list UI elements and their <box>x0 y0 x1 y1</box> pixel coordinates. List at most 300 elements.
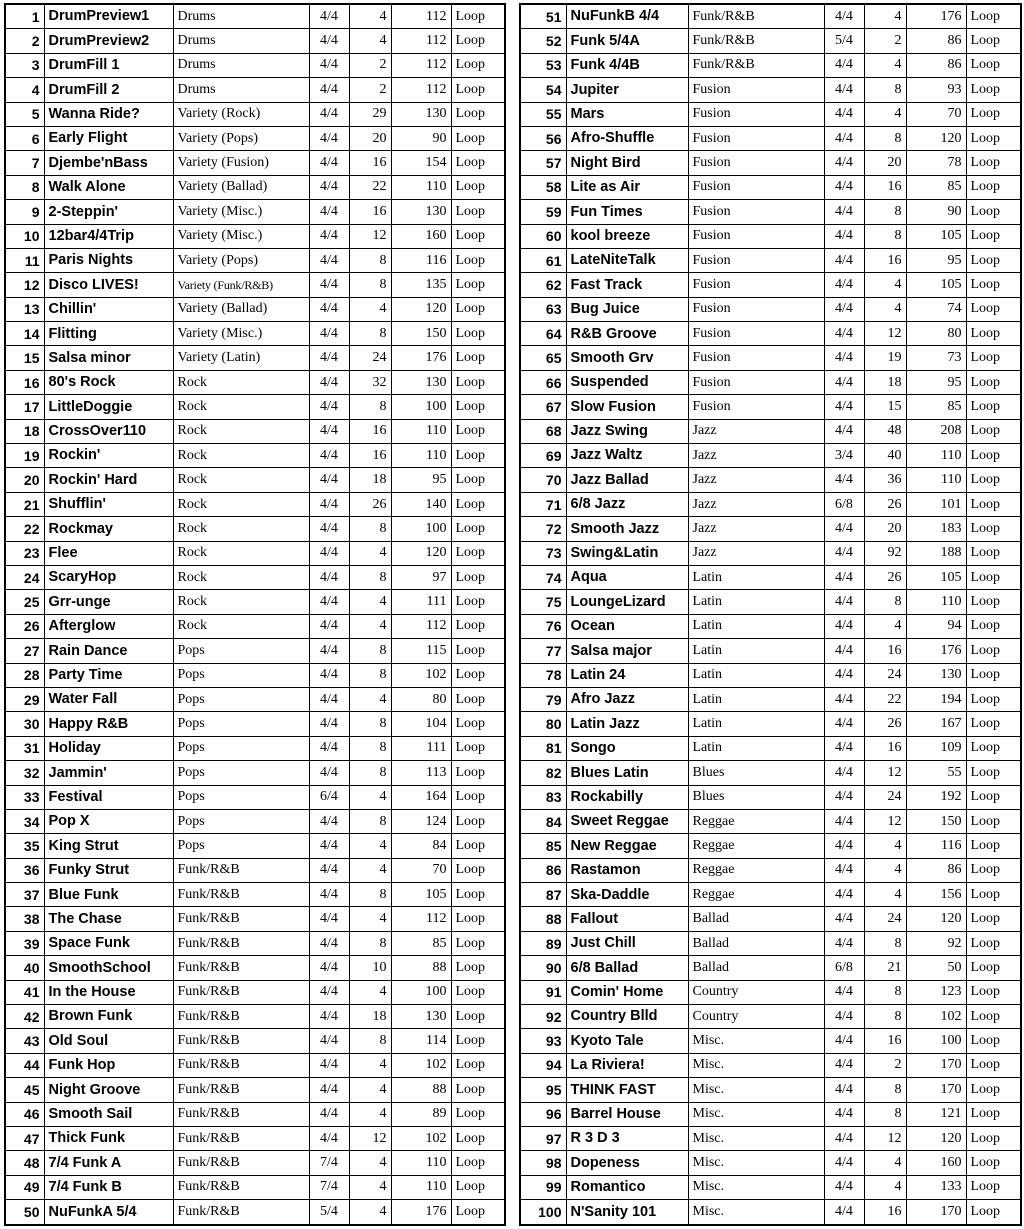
pattern-number: 54 <box>520 78 566 102</box>
time-signature: 4/4 <box>824 1151 864 1175</box>
measure-count: 4 <box>349 541 391 565</box>
playback-type: Loop <box>966 663 1021 687</box>
pattern-category: Variety (Ballad) <box>173 175 309 199</box>
playback-type: Loop <box>451 395 505 419</box>
pattern-category: Blues <box>688 761 824 785</box>
table-row <box>520 468 1021 492</box>
playback-type: Loop <box>451 224 505 248</box>
time-signature: 4/4 <box>309 858 349 882</box>
measure-count: 19 <box>864 346 906 370</box>
pattern-category: Variety (Rock) <box>173 102 309 126</box>
pattern-name: Paris Nights <box>44 248 173 272</box>
table-row <box>520 1102 1021 1126</box>
pattern-category: Fusion <box>688 151 824 175</box>
pattern-name: Rain Dance <box>44 639 173 663</box>
pattern-category: Misc. <box>688 1029 824 1053</box>
measure-count: 24 <box>349 346 391 370</box>
pattern-category: Pops <box>173 687 309 711</box>
time-signature: 4/4 <box>824 53 864 77</box>
table-row <box>520 834 1021 858</box>
playback-type: Loop <box>451 346 505 370</box>
measure-count: 12 <box>349 1126 391 1150</box>
time-signature: 4/4 <box>824 1029 864 1053</box>
playback-type: Loop <box>966 1126 1021 1150</box>
time-signature: 4/4 <box>309 224 349 248</box>
time-signature: 4/4 <box>824 614 864 638</box>
pattern-category: Variety (Ballad) <box>173 297 309 321</box>
playback-type: Loop <box>451 492 505 516</box>
pattern-category: Fusion <box>688 224 824 248</box>
measure-count: 8 <box>349 761 391 785</box>
tempo-value: 130 <box>391 200 451 224</box>
pattern-category: Rock <box>173 492 309 516</box>
table-row <box>520 492 1021 516</box>
playback-type: Loop <box>451 175 505 199</box>
time-signature: 4/4 <box>309 29 349 53</box>
playback-type: Loop <box>451 468 505 492</box>
table-row <box>5 126 505 150</box>
pattern-number: 25 <box>5 590 44 614</box>
playback-type: Loop <box>451 736 505 760</box>
playback-type: Loop <box>451 590 505 614</box>
playback-type: Loop <box>451 78 505 102</box>
playback-type: Loop <box>966 248 1021 272</box>
table-row <box>5 1053 505 1077</box>
pattern-name: Sweet Reggae <box>566 809 688 833</box>
pattern-name: Ocean <box>566 614 688 638</box>
tempo-value: 102 <box>391 1126 451 1150</box>
tempo-value: 86 <box>906 53 966 77</box>
pattern-number: 59 <box>520 200 566 224</box>
pattern-number: 5 <box>5 102 44 126</box>
pattern-number: 91 <box>520 980 566 1004</box>
pattern-name: Dopeness <box>566 1151 688 1175</box>
measure-count: 8 <box>864 224 906 248</box>
time-signature: 4/4 <box>309 200 349 224</box>
pattern-number: 62 <box>520 273 566 297</box>
playback-type: Loop <box>966 541 1021 565</box>
pattern-number: 23 <box>5 541 44 565</box>
pattern-number: 32 <box>5 761 44 785</box>
table-row <box>5 761 505 785</box>
pattern-category: Jazz <box>688 541 824 565</box>
playback-type: Loop <box>451 907 505 931</box>
pattern-category: Ballad <box>688 907 824 931</box>
pattern-table-right <box>519 3 1022 1226</box>
pattern-name: R 3 D 3 <box>566 1126 688 1150</box>
pattern-name: Afterglow <box>44 614 173 638</box>
pattern-number: 50 <box>5 1200 44 1225</box>
playback-type: Loop <box>451 248 505 272</box>
pattern-category: Rock <box>173 614 309 638</box>
tempo-value: 150 <box>906 809 966 833</box>
table-row <box>5 834 505 858</box>
pattern-name: Comin' Home <box>566 980 688 1004</box>
pattern-name: ScaryHop <box>44 565 173 589</box>
pattern-category: Pops <box>173 761 309 785</box>
playback-type: Loop <box>966 1005 1021 1029</box>
table-row <box>5 565 505 589</box>
tempo-value: 90 <box>391 126 451 150</box>
tempo-value: 116 <box>906 834 966 858</box>
table-row <box>5 1151 505 1175</box>
playback-type: Loop <box>966 614 1021 638</box>
pattern-number: 64 <box>520 322 566 346</box>
pattern-category: Pops <box>173 834 309 858</box>
table-row <box>5 1102 505 1126</box>
measure-count: 12 <box>349 224 391 248</box>
tempo-value: 90 <box>906 200 966 224</box>
pattern-name: Djembe'nBass <box>44 151 173 175</box>
time-signature: 4/4 <box>824 370 864 394</box>
time-signature: 4/4 <box>309 1053 349 1077</box>
tempo-value: 183 <box>906 517 966 541</box>
pattern-name: Blues Latin <box>566 761 688 785</box>
playback-type: Loop <box>966 444 1021 468</box>
time-signature: 4/4 <box>824 346 864 370</box>
time-signature: 4/4 <box>309 419 349 443</box>
time-signature: 4/4 <box>309 175 349 199</box>
pattern-category: Funk/R&B <box>173 1102 309 1126</box>
pattern-number: 40 <box>5 956 44 980</box>
pattern-number: 44 <box>5 1053 44 1077</box>
pattern-number: 45 <box>5 1078 44 1102</box>
time-signature: 5/4 <box>824 29 864 53</box>
pattern-category: Latin <box>688 687 824 711</box>
table-row <box>520 956 1021 980</box>
time-signature: 4/4 <box>824 761 864 785</box>
pattern-category: Jazz <box>688 517 824 541</box>
pattern-category: Drums <box>173 4 309 29</box>
pattern-category: Jazz <box>688 492 824 516</box>
table-row <box>5 273 505 297</box>
pattern-name: 80's Rock <box>44 370 173 394</box>
table-row <box>520 151 1021 175</box>
playback-type: Loop <box>966 200 1021 224</box>
time-signature: 4/4 <box>309 4 349 29</box>
time-signature: 4/4 <box>824 785 864 809</box>
pattern-number: 67 <box>520 395 566 419</box>
tempo-value: 102 <box>391 1053 451 1077</box>
measure-count: 4 <box>349 687 391 711</box>
measure-count: 8 <box>349 248 391 272</box>
pattern-category: Fusion <box>688 346 824 370</box>
time-signature: 4/4 <box>309 907 349 931</box>
tempo-value: 95 <box>906 370 966 394</box>
pattern-name: Jammin' <box>44 761 173 785</box>
pattern-number: 60 <box>520 224 566 248</box>
pattern-name: Thick Funk <box>44 1126 173 1150</box>
pattern-number: 34 <box>5 809 44 833</box>
pattern-number: 78 <box>520 663 566 687</box>
pattern-name: La Riviera! <box>566 1053 688 1077</box>
pattern-name: DrumFill 2 <box>44 78 173 102</box>
pattern-number: 10 <box>5 224 44 248</box>
pattern-number: 75 <box>520 590 566 614</box>
pattern-category: Funk/R&B <box>173 1126 309 1150</box>
time-signature: 4/4 <box>824 224 864 248</box>
table-row <box>5 541 505 565</box>
measure-count: 4 <box>349 297 391 321</box>
tempo-value: 50 <box>906 956 966 980</box>
table-row <box>520 639 1021 663</box>
table-row <box>520 785 1021 809</box>
pattern-name: Rockin' <box>44 444 173 468</box>
tempo-value: 74 <box>906 297 966 321</box>
time-signature: 4/4 <box>824 980 864 1004</box>
measure-count: 8 <box>349 322 391 346</box>
table-row <box>520 1029 1021 1053</box>
tempo-value: 78 <box>906 151 966 175</box>
playback-type: Loop <box>451 273 505 297</box>
pattern-category: Latin <box>688 639 824 663</box>
playback-type: Loop <box>451 1175 505 1199</box>
playback-type: Loop <box>966 1175 1021 1199</box>
time-signature: 4/4 <box>824 4 864 29</box>
table-row <box>5 712 505 736</box>
pattern-number: 49 <box>5 1175 44 1199</box>
measure-count: 16 <box>349 151 391 175</box>
time-signature: 4/4 <box>309 712 349 736</box>
measure-count: 4 <box>349 1175 391 1199</box>
measure-count: 4 <box>864 883 906 907</box>
pattern-category: Funk/R&B <box>173 883 309 907</box>
table-row <box>5 1029 505 1053</box>
pattern-number: 15 <box>5 346 44 370</box>
pattern-name: Romantico <box>566 1175 688 1199</box>
table-row <box>520 565 1021 589</box>
pattern-category: Reggae <box>688 883 824 907</box>
playback-type: Loop <box>966 712 1021 736</box>
tempo-value: 116 <box>391 248 451 272</box>
time-signature: 4/4 <box>309 1029 349 1053</box>
tempo-value: 130 <box>391 102 451 126</box>
pattern-name: Jazz Waltz <box>566 444 688 468</box>
measure-count: 4 <box>864 1151 906 1175</box>
time-signature: 4/4 <box>824 834 864 858</box>
pattern-category: Funk/R&B <box>173 907 309 931</box>
pattern-category: Fusion <box>688 297 824 321</box>
pattern-category: Pops <box>173 663 309 687</box>
pattern-name: THINK FAST <box>566 1078 688 1102</box>
measure-count: 48 <box>864 419 906 443</box>
playback-type: Loop <box>451 858 505 882</box>
time-signature: 4/4 <box>309 931 349 955</box>
playback-type: Loop <box>451 809 505 833</box>
pattern-category: Funk/R&B <box>173 1078 309 1102</box>
pattern-number: 36 <box>5 858 44 882</box>
measure-count: 4 <box>349 858 391 882</box>
tempo-value: 110 <box>906 590 966 614</box>
pattern-category: Fusion <box>688 395 824 419</box>
measure-count: 4 <box>349 4 391 29</box>
playback-type: Loop <box>451 834 505 858</box>
tempo-value: 112 <box>391 78 451 102</box>
pattern-number: 22 <box>5 517 44 541</box>
table-row <box>5 468 505 492</box>
table-row <box>520 224 1021 248</box>
measure-count: 4 <box>864 858 906 882</box>
tempo-value: 176 <box>906 639 966 663</box>
time-signature: 4/4 <box>309 248 349 272</box>
pattern-category: Funk/R&B <box>173 1200 309 1225</box>
pattern-number: 11 <box>5 248 44 272</box>
measure-count: 8 <box>349 395 391 419</box>
pattern-number: 18 <box>5 419 44 443</box>
pattern-name: Fallout <box>566 907 688 931</box>
pattern-name: Flitting <box>44 322 173 346</box>
measure-count: 4 <box>864 102 906 126</box>
table-row <box>520 663 1021 687</box>
table-row <box>520 980 1021 1004</box>
tempo-value: 176 <box>391 346 451 370</box>
pattern-category: Pops <box>173 639 309 663</box>
time-signature: 4/4 <box>824 468 864 492</box>
playback-type: Loop <box>451 151 505 175</box>
pattern-name: Blue Funk <box>44 883 173 907</box>
tempo-value: 170 <box>906 1200 966 1225</box>
pattern-category: Variety (Funk/R&B) <box>173 273 309 297</box>
tempo-value: 120 <box>906 1126 966 1150</box>
pattern-category: Fusion <box>688 248 824 272</box>
pattern-category: Funk/R&B <box>173 1175 309 1199</box>
pattern-name: Pop X <box>44 809 173 833</box>
time-signature: 4/4 <box>824 395 864 419</box>
playback-type: Loop <box>966 785 1021 809</box>
pattern-number: 87 <box>520 883 566 907</box>
pattern-number: 51 <box>520 4 566 29</box>
pattern-number: 14 <box>5 322 44 346</box>
pattern-category: Variety (Pops) <box>173 248 309 272</box>
measure-count: 4 <box>349 29 391 53</box>
pattern-number: 42 <box>5 1005 44 1029</box>
tempo-value: 194 <box>906 687 966 711</box>
playback-type: Loop <box>451 1126 505 1150</box>
pattern-name: Kyoto Tale <box>566 1029 688 1053</box>
measure-count: 8 <box>349 736 391 760</box>
measure-count: 16 <box>864 248 906 272</box>
playback-type: Loop <box>966 29 1021 53</box>
time-signature: 4/4 <box>309 980 349 1004</box>
table-row <box>5 785 505 809</box>
playback-type: Loop <box>451 102 505 126</box>
playback-type: Loop <box>966 1078 1021 1102</box>
measure-count: 16 <box>349 419 391 443</box>
tempo-value: 73 <box>906 346 966 370</box>
playback-type: Loop <box>451 517 505 541</box>
measure-count: 4 <box>864 1175 906 1199</box>
tempo-value: 94 <box>906 614 966 638</box>
time-signature: 4/4 <box>824 565 864 589</box>
tempo-value: 97 <box>391 565 451 589</box>
time-signature: 4/4 <box>309 53 349 77</box>
pattern-name: Night Bird <box>566 151 688 175</box>
time-signature: 4/4 <box>824 858 864 882</box>
table-row <box>5 809 505 833</box>
playback-type: Loop <box>451 370 505 394</box>
pattern-number: 2 <box>5 29 44 53</box>
pattern-number: 68 <box>520 419 566 443</box>
pattern-number: 3 <box>5 53 44 77</box>
table-row <box>520 273 1021 297</box>
playback-type: Loop <box>966 639 1021 663</box>
pattern-list-page <box>4 3 1020 1225</box>
measure-count: 4 <box>864 297 906 321</box>
table-row <box>520 126 1021 150</box>
table-row <box>5 346 505 370</box>
playback-type: Loop <box>451 29 505 53</box>
measure-count: 2 <box>349 78 391 102</box>
tempo-value: 105 <box>906 565 966 589</box>
pattern-category: Misc. <box>688 1151 824 1175</box>
measure-count: 36 <box>864 468 906 492</box>
measure-count: 26 <box>864 492 906 516</box>
pattern-name: 6/8 Jazz <box>566 492 688 516</box>
table-row <box>5 1200 505 1225</box>
pattern-number: 46 <box>5 1102 44 1126</box>
table-row <box>5 151 505 175</box>
tempo-value: 102 <box>391 663 451 687</box>
pattern-name: Suspended <box>566 370 688 394</box>
measure-count: 8 <box>349 712 391 736</box>
tempo-value: 208 <box>906 419 966 443</box>
time-signature: 4/4 <box>824 175 864 199</box>
pattern-name: Songo <box>566 736 688 760</box>
tempo-value: 93 <box>906 78 966 102</box>
pattern-number: 69 <box>520 444 566 468</box>
playback-type: Loop <box>966 809 1021 833</box>
tempo-value: 88 <box>391 956 451 980</box>
table-row <box>520 1151 1021 1175</box>
table-row <box>520 687 1021 711</box>
pattern-name: NuFunkA 5/4 <box>44 1200 173 1225</box>
measure-count: 29 <box>349 102 391 126</box>
playback-type: Loop <box>966 346 1021 370</box>
pattern-number: 21 <box>5 492 44 516</box>
time-signature: 4/4 <box>309 590 349 614</box>
pattern-number: 35 <box>5 834 44 858</box>
pattern-number: 88 <box>520 907 566 931</box>
table-row <box>520 1126 1021 1150</box>
time-signature: 4/4 <box>309 1078 349 1102</box>
time-signature: 4/4 <box>824 712 864 736</box>
tempo-value: 100 <box>391 517 451 541</box>
pattern-category: Fusion <box>688 200 824 224</box>
playback-type: Loop <box>451 956 505 980</box>
measure-count: 8 <box>349 639 391 663</box>
pattern-number: 17 <box>5 395 44 419</box>
measure-count: 32 <box>349 370 391 394</box>
pattern-number: 96 <box>520 1102 566 1126</box>
pattern-number: 57 <box>520 151 566 175</box>
measure-count: 16 <box>349 200 391 224</box>
pattern-number: 98 <box>520 1151 566 1175</box>
pattern-category: Latin <box>688 663 824 687</box>
tempo-value: 110 <box>391 1175 451 1199</box>
tempo-value: 192 <box>906 785 966 809</box>
measure-count: 20 <box>864 517 906 541</box>
playback-type: Loop <box>966 1151 1021 1175</box>
tempo-value: 130 <box>391 370 451 394</box>
pattern-category: Reggae <box>688 809 824 833</box>
table-row <box>5 663 505 687</box>
pattern-name: Barrel House <box>566 1102 688 1126</box>
tempo-value: 112 <box>391 907 451 931</box>
playback-type: Loop <box>966 370 1021 394</box>
pattern-number: 20 <box>5 468 44 492</box>
pattern-category: Latin <box>688 712 824 736</box>
pattern-number: 100 <box>520 1200 566 1225</box>
